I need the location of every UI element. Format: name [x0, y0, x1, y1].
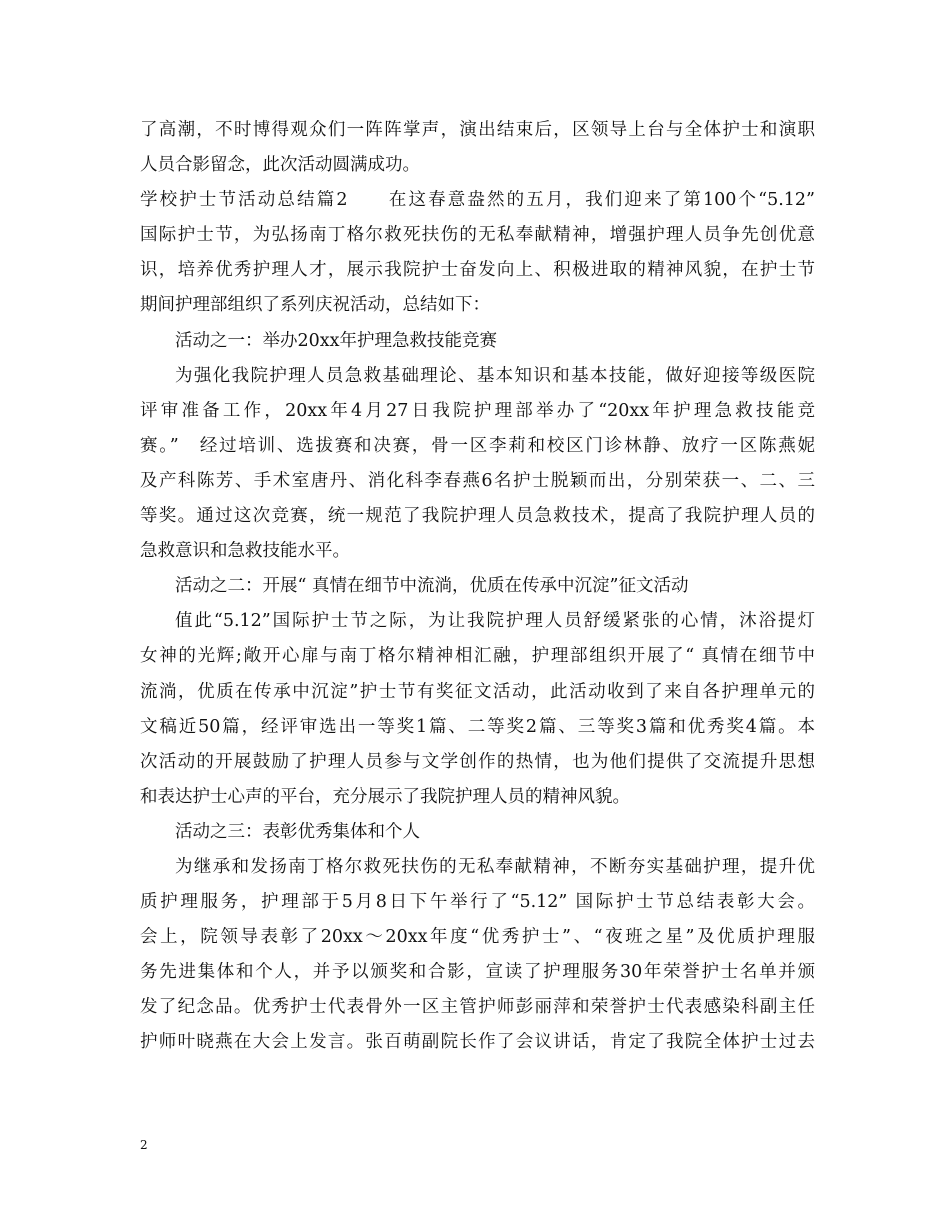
activity-heading-2: 活动之二：开展“ 真情在细节中流淌，优质在传承中沉淀”征文活动	[175, 576, 689, 597]
paragraph-line: 流淌，优质在传承中沉淀”护士节有奖征文活动，此活动收到了来自各护理单元的	[140, 681, 815, 702]
paragraph-line: 国际护士节，为弘扬南丁格尔救死扶伤的无私奉献精神，增强护理人员争先创优意	[140, 225, 815, 246]
paragraph-line: 人员合影留念，此次活动圆满成功。	[140, 155, 420, 176]
paragraph-line: 等奖。通过这次竞赛，统一规范了我院护理人员急救技术，提高了我院护理人员的	[140, 506, 815, 527]
paragraph-line: 女神的光辉;敞开心扉与南丁格尔精神相汇融，护理部组织开展了“ 真情在细节中	[140, 646, 815, 667]
paragraph-line: 会上，院领导表彰了20xx～20xx年度“优秀护士”、“夜班之星”及优质护理服	[140, 927, 815, 948]
paragraph-line: 护师叶晓燕在大会上发言。张百萌副院长作了会议讲话，肯定了我院全体护士过去	[140, 1032, 815, 1053]
paragraph-line: 和表达护士心声的平台，充分展示了我院护理人员的精神风貌。	[140, 786, 630, 807]
document-body	[140, 113, 815, 1061]
paragraph-line: 为强化我院护理人员急救基础理论、基本知识和基本技能，做好迎接等级医院	[175, 365, 815, 386]
paragraph-line: 为继承和发扬南丁格尔救死扶伤的无私奉献精神，不断夯实基础护理，提升优	[175, 856, 815, 877]
section-heading-line: 学校护士节活动总结篇2 在这春意盎然的五月，我们迎来了第100个“5.12”	[140, 190, 815, 211]
paragraph-line: 赛。” 经过培训、选拔赛和决赛，骨一区李莉和校区门诊林静、放疗一区陈燕妮	[140, 435, 815, 456]
paragraph-line: 质护理服务，护理部于5月8日下午举行了“5.12” 国际护士节总结表彰大会。	[140, 892, 815, 913]
paragraph-line: 评审准备工作，20xx年4月27日我院护理部举办了“20xx年护理急救技能竞	[140, 400, 815, 421]
paragraph-line: 了高潮，不时博得观众们一阵阵掌声，演出结束后，区领导上台与全体护士和演职	[140, 120, 815, 140]
paragraph-line: 及产科陈芳、手术室唐丹、消化科李春燕6名护士脱颖而出，分别荣获一、二、三	[140, 470, 815, 491]
paragraph-line: 值此“5.12”国际护士节之际，为让我院护理人员舒缓紧张的心情，沐浴提灯	[175, 611, 815, 632]
activity-heading-1: 活动之一：举办20xx年护理急救技能竞赛	[175, 330, 498, 351]
page-number: 2	[140, 1138, 148, 1152]
paragraph-line: 急救意识和急救技能水平。	[140, 541, 350, 562]
paragraph-line: 期间护理部组织了系列庆祝活动，总结如下：	[140, 295, 490, 316]
paragraph-line: 发了纪念品。优秀护士代表骨外一区主管护师彭丽萍和荣誉护士代表感染科副主任	[140, 997, 815, 1018]
paragraph-line: 文稿近50篇，经评审选出一等奖1篇、二等奖2篇、三等奖3篇和优秀奖4篇。本	[140, 716, 815, 737]
paragraph-line: 务先进集体和个人，并予以颁奖和合影，宣读了护理服务30年荣誉护士名单并颁	[140, 962, 815, 983]
paragraph-line: 次活动的开展鼓励了护理人员参与文学创作的热情，也为他们提供了交流提升思想	[140, 751, 815, 772]
paragraph-line: 识，培养优秀护理人才，展示我院护士奋发向上、积极进取的精神风貌，在护士节	[140, 260, 815, 281]
activity-heading-3: 活动之三：表彰优秀集体和个人	[175, 821, 420, 842]
